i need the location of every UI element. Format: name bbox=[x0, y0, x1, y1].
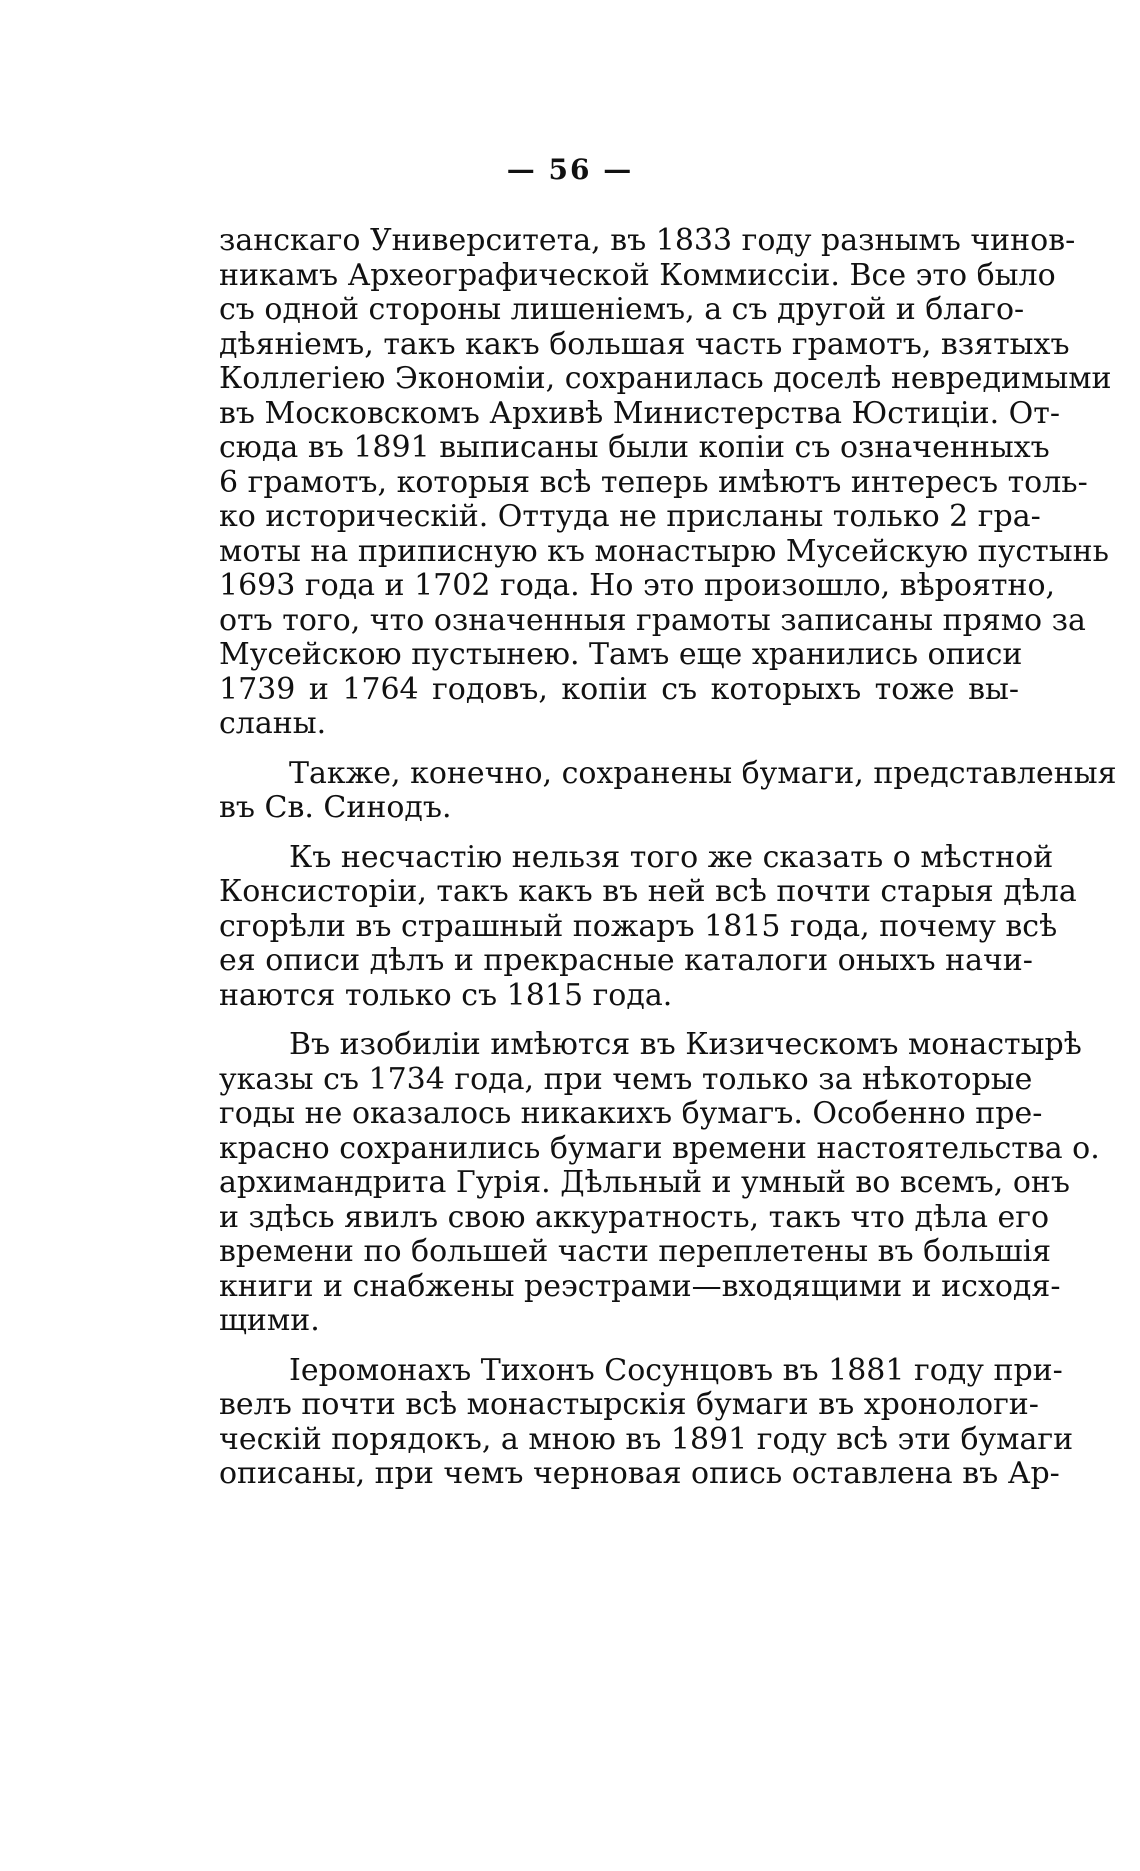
text-line: въ Св. Синодъ. bbox=[219, 790, 452, 825]
text-line: книги и снабжены реэстрами—входящими и исходя- bbox=[219, 1268, 1061, 1304]
text-line: описаны, при чемъ черновая опись оставлена въ Ар- bbox=[219, 1456, 1060, 1491]
text-line: красно сохранились бумаги времени настоятельства о. bbox=[219, 1130, 1100, 1166]
text-line: ческій порядокъ, а мною въ 1891 году всѣ эти бумаги bbox=[219, 1421, 1074, 1457]
main-text bbox=[219, 223, 1117, 1507]
paragraph-1 bbox=[219, 223, 1112, 742]
text-line: Въ изобиліи имѣются въ Кизическомъ монастырѣ bbox=[289, 1027, 1082, 1062]
paragraph-2 bbox=[219, 755, 1117, 826]
text-line: 6 грамотъ, которыя всѣ теперь имѣютъ интересъ толь- bbox=[219, 464, 1088, 500]
text-line: архимандрита Гурія. Дѣльный и умный во всемъ, онъ bbox=[219, 1165, 1070, 1200]
text-line: сланы. bbox=[219, 706, 327, 741]
paragraph-4 bbox=[219, 1027, 1100, 1339]
text-line: никамъ Археографической Коммиссіи. Все это было bbox=[219, 257, 1056, 293]
text-line: ко историческій. Оттуда не присланы только 2 гра- bbox=[219, 499, 1041, 534]
text-line: Коллегіею Экономіи, сохранилась доселѣ невредимыми bbox=[219, 361, 1112, 396]
text-line: наются только съ 1815 года. bbox=[219, 977, 673, 1013]
text-line: и здѣсь явилъ свою аккуратность, такъ что дѣла его bbox=[219, 1199, 1050, 1235]
text-line: Къ несчастію нельзя того же сказать о мѣстной bbox=[289, 839, 1054, 875]
text-line: сюда въ 1891 выписаны были копіи съ означенныхъ bbox=[219, 430, 1050, 465]
text-line: щими. bbox=[219, 1303, 320, 1338]
text-line: Іеромонахъ Тихонъ Сосунцовъ въ 1881 году при- bbox=[289, 1352, 1063, 1388]
text-line: дѣяніемъ, такъ какъ большая часть грамотъ, взятыхъ bbox=[219, 326, 1070, 362]
text-line: велъ почти всѣ монастырскія бумаги въ хронологи- bbox=[219, 1387, 1039, 1422]
paragraph-5 bbox=[219, 1352, 1074, 1492]
text-line: времени по большей части переплетены въ большія bbox=[219, 1234, 1052, 1269]
text-line: 1739 и 1764 годовъ, копіи съ которыхъ тоже вы- bbox=[219, 671, 1019, 707]
text-line: указы съ 1734 года, при чемъ только за нѣкоторые bbox=[219, 1061, 1033, 1097]
text-line: Консисторіи, такъ какъ въ ней всѣ почти старыя дѣла bbox=[219, 874, 1077, 909]
paragraph-3 bbox=[219, 839, 1077, 1014]
text-line: ея описи дѣлъ и прекрасные каталоги оныхъ начи- bbox=[219, 943, 1033, 978]
text-line: 1693 года и 1702 года. Но это произошло, вѣроятно, bbox=[219, 568, 1056, 603]
text-line: Также, конечно, сохранены бумаги, представленыя bbox=[289, 755, 1117, 791]
text-line: годы не оказалось никакихъ бумагъ. Особенно пре- bbox=[219, 1096, 1043, 1131]
text-line: въ Московскомъ Архивѣ Министерства Юстиціи. От- bbox=[219, 395, 1060, 431]
page-number: — 56 — bbox=[506, 153, 634, 186]
text-line: съ одной стороны лишеніемъ, а съ другой и благо- bbox=[219, 292, 1025, 327]
text-line: Мусейскою пустынею. Тамъ еще хранились описи bbox=[219, 637, 1023, 672]
text-line: отъ того, что означенныя грамоты записаны прямо за bbox=[219, 602, 1086, 638]
text-line: занскаго Университета, въ 1833 году разнымъ чинов- bbox=[219, 223, 1076, 258]
text-line: моты на приписную къ монастырю Мусейскую пустынь bbox=[219, 533, 1109, 569]
text-line: сгорѣли въ страшный пожаръ 1815 года, почему всѣ bbox=[219, 908, 1058, 944]
